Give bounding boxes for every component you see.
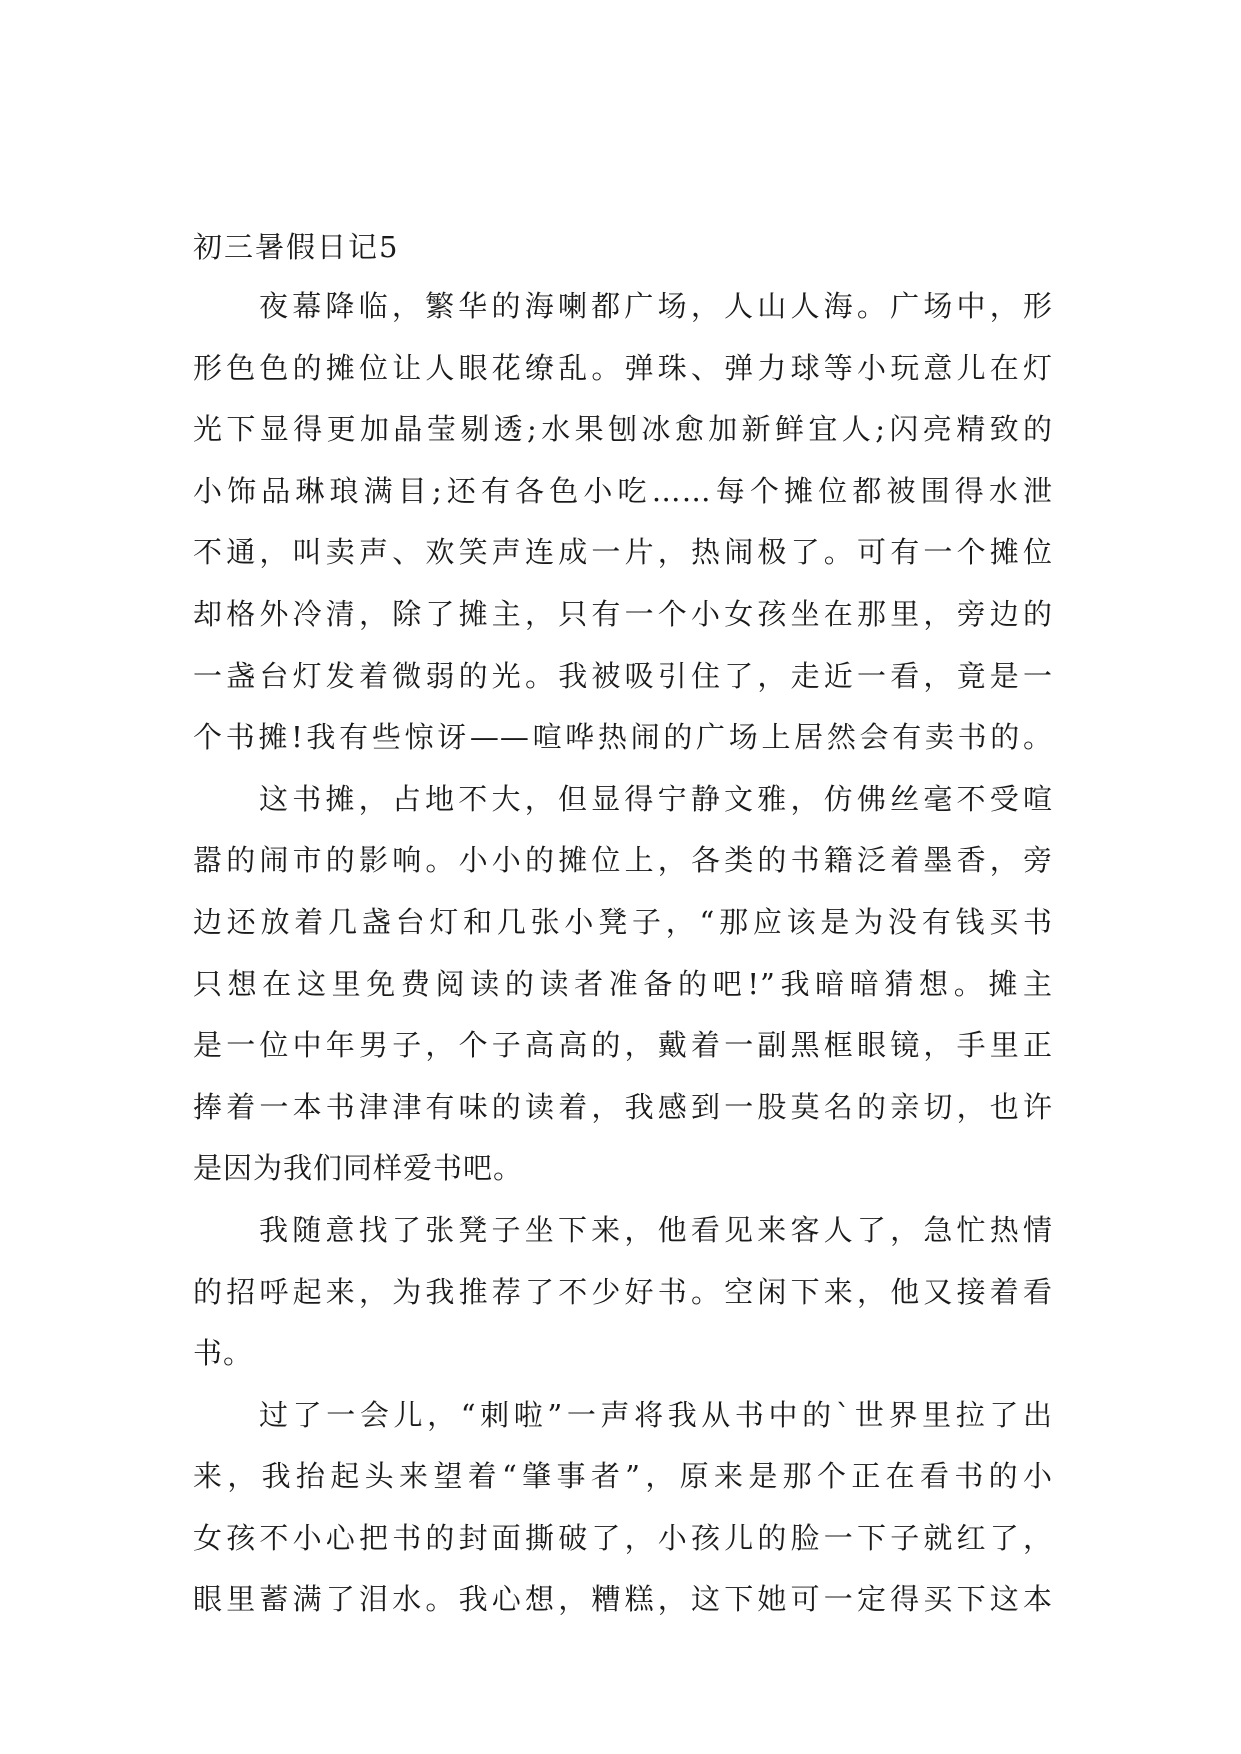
text-line: 过了一会儿，“刺啦”一声将我从书中的`世界里拉了出 — [259, 1397, 1053, 1432]
text-line: 小饰品琳琅满目;还有各色小吃……每个摊位都被围得水泄 — [193, 473, 1053, 508]
text-line: 却格外冷清，除了摊主，只有一个小女孩坐在那里，旁边的 — [193, 596, 1053, 631]
text-line: 只想在这里免费阅读的读者准备的吧!”我暗暗猜想。摊主 — [193, 966, 1053, 1001]
text-line: 是一位中年男子，个子高高的，戴着一副黑框眼镜，手里正 — [193, 1028, 1053, 1063]
text-line: 捧着一本书津津有味的读着，我感到一股莫名的亲切，也许 — [193, 1089, 1053, 1124]
text-line: 一盏台灯发着微弱的光。我被吸引住了，走近一看，竟是一 — [193, 658, 1053, 693]
text-line: 不通，叫卖声、欢笑声连成一片，热闹极了。可有一个摊位 — [193, 535, 1053, 570]
diary-title: 初三暑假日记5 — [193, 230, 400, 264]
paragraph-2 — [193, 769, 1053, 1200]
paragraph-4 — [193, 1385, 1053, 1631]
text-line: 夜幕降临，繁华的海喇都广场，人山人海。广场中，形 — [259, 289, 1053, 323]
text-line: 光下显得更加晶莹剔透;水果刨冰愈加新鲜宜人;闪亮精致的 — [193, 412, 1053, 447]
text-line: 嚣的闹市的影响。小小的摊位上，各类的书籍泛着墨香，旁 — [193, 843, 1053, 878]
text-line: 书。 — [193, 1336, 254, 1371]
text-line: 是因为我们同样爱书吧。 — [193, 1151, 524, 1186]
paragraph-3 — [193, 1200, 1053, 1385]
text-line: 形色色的摊位让人眼花缭乱。弹珠、弹力球等小玩意儿在灯 — [193, 350, 1053, 385]
document-body — [193, 218, 1053, 1631]
text-line: 眼里蓄满了泪水。我心想，糟糕，这下她可一定得买下这本 — [193, 1582, 1053, 1617]
text-line: 我随意找了张凳子坐下来，他看见来客人了，急忙热情 — [259, 1212, 1053, 1247]
text-line: 的招呼起来，为我推荐了不少好书。空闲下来，他又接着看 — [193, 1274, 1053, 1309]
paragraph-1 — [193, 276, 1053, 769]
text-line: 这书摊，占地不大，但显得宁静文雅，仿佛丝毫不受喧 — [259, 781, 1053, 816]
text-line: 来，我抬起头来望着“肇事者”，原来是那个正在看书的小 — [193, 1459, 1053, 1494]
text-line: 女孩不小心把书的封面撕破了，小孩儿的脸一下子就红了， — [193, 1520, 1053, 1555]
text-line: 边还放着几盏台灯和几张小凳子，“那应该是为没有钱买书 — [193, 904, 1053, 939]
text-line: 个书摊!我有些惊讶——喧哗热闹的广场上居然会有卖书的。 — [193, 720, 1053, 755]
